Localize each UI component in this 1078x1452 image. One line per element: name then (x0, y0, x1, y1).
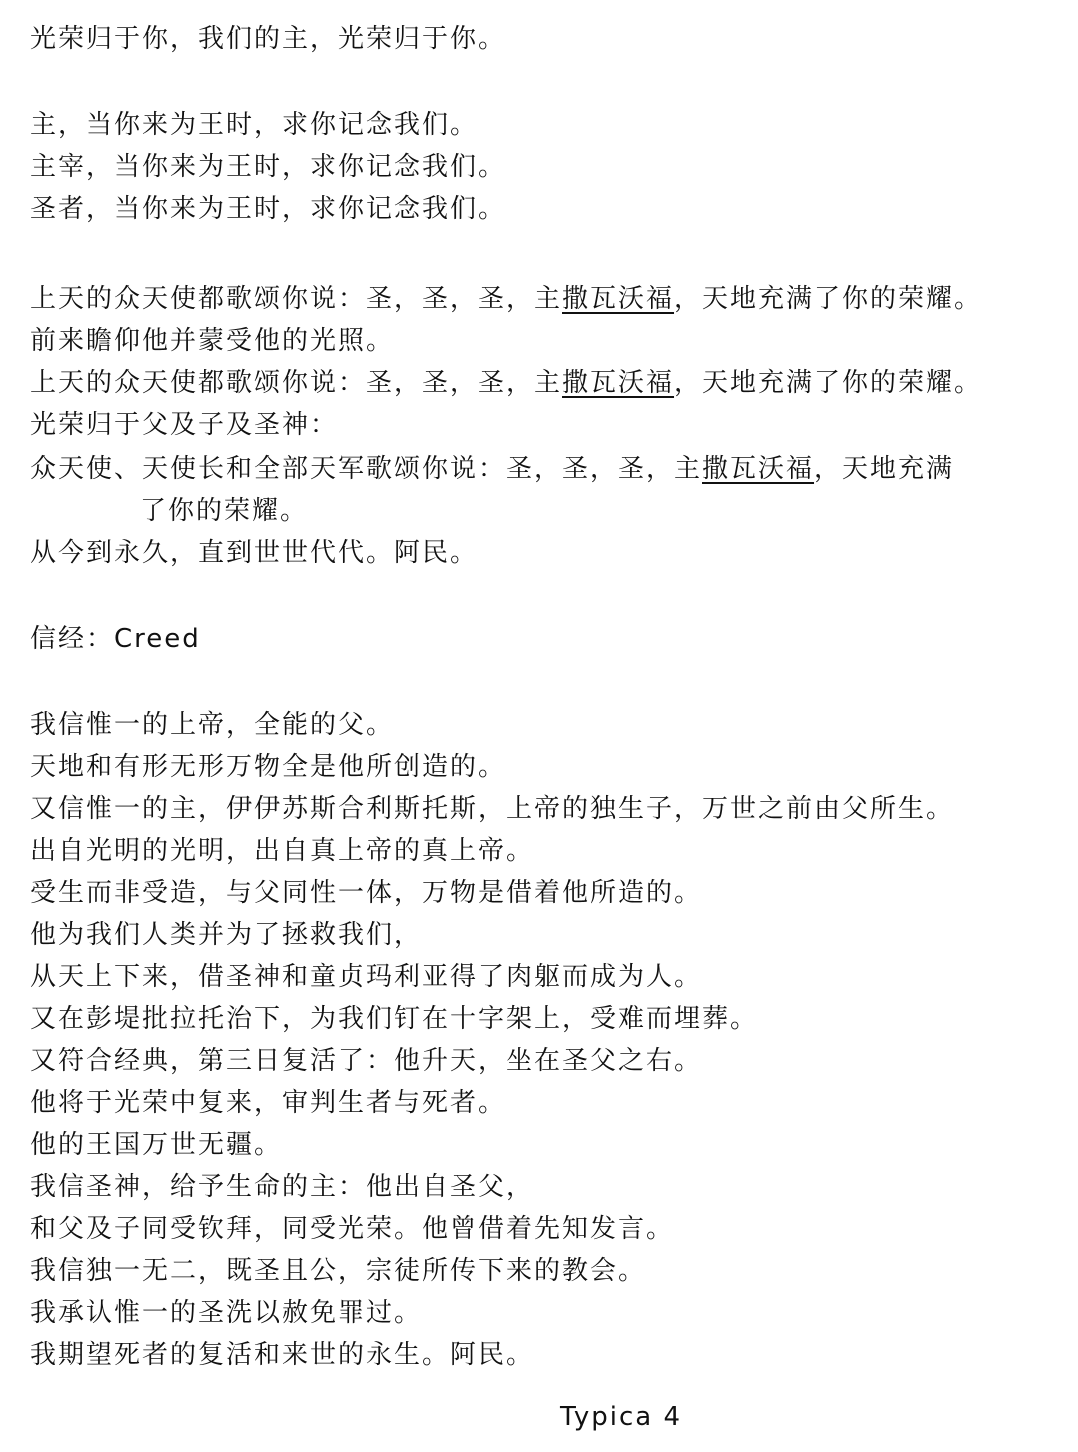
sanctus-text: 上天的众天使都歌颂你说：圣，圣，圣，主 (30, 284, 563, 314)
remember-line: 主，当你来为王时，求你记念我们。 (30, 110, 479, 140)
creed-heading: 信经：Creed (30, 624, 201, 654)
sabaoth-underlined: 撒瓦沃福 (562, 368, 675, 398)
creed-line: 出自光明的光明，出自真上帝的真上帝。 (30, 836, 535, 866)
sanctus-line-4: 光荣归于父及子及圣神： (30, 410, 339, 440)
creed-line: 又在彭堤批拉托治下，为我们钉在十字架上，受难而埋葬。 (30, 1004, 759, 1034)
creed-line: 我信圣神，给予生命的主：他出自圣父， (30, 1172, 535, 1202)
sanctus-text: 众天使、天使长和全部天军歌颂你说：圣，圣，圣，主 (30, 454, 703, 484)
creed-line: 从天上下来，借圣神和童贞玛利亚得了肉躯而成为人。 (30, 962, 703, 992)
creed-line: 又信惟一的主，伊伊苏斯合利斯托斯，上帝的独生子，万世之前由父所生。 (30, 794, 955, 824)
creed-line: 他的王国万世无疆。 (30, 1130, 283, 1160)
creed-line: 受生而非受造，与父同性一体，万物是借着他所造的。 (30, 878, 703, 908)
sanctus-line-7: 从今到永久，直到世世代代。阿民。 (30, 538, 479, 568)
sanctus-text: ，天地充满了你的荣耀。 (674, 284, 983, 314)
page-footer: Typica 4 (560, 1402, 682, 1432)
creed-line: 我信独一无二，既圣且公，宗徒所传下来的教会。 (30, 1256, 647, 1286)
sabaoth-underlined: 撒瓦沃福 (562, 284, 675, 314)
sanctus-line-6: 了你的荣耀。 (140, 496, 309, 526)
sanctus-line-3 (30, 366, 982, 400)
creed-line: 我承认惟一的圣洗以赦免罪过。 (30, 1298, 423, 1328)
creed-line: 他为我们人类并为了拯救我们， (30, 920, 423, 950)
doxology-line: 光荣归于你，我们的主，光荣归于你。 (30, 24, 507, 54)
sanctus-text: 上天的众天使都歌颂你说：圣，圣，圣，主 (30, 368, 563, 398)
creed-line: 我期望死者的复活和来世的永生。阿民。 (30, 1340, 535, 1370)
creed-line: 又符合经典，第三日复活了：他升天，坐在圣父之右。 (30, 1046, 703, 1076)
creed-line: 和父及子同受钦拜，同受光荣。他曾借着先知发言。 (30, 1214, 675, 1244)
sanctus-line-5 (30, 452, 954, 486)
sanctus-text: ，天地充满 (814, 454, 955, 484)
creed-line: 我信惟一的上帝，全能的父。 (30, 710, 395, 740)
creed-line: 他将于光荣中复来，审判生者与死者。 (30, 1088, 507, 1118)
creed-line: 天地和有形无形万物全是他所创造的。 (30, 752, 507, 782)
sanctus-line-2: 前来瞻仰他并蒙受他的光照。 (30, 326, 395, 356)
remember-line: 圣者，当你来为王时，求你记念我们。 (30, 194, 507, 224)
remember-line: 主宰，当你来为王时，求你记念我们。 (30, 152, 507, 182)
sanctus-text: ，天地充满了你的荣耀。 (674, 368, 983, 398)
sanctus-line-1 (30, 282, 982, 316)
sabaoth-underlined: 撒瓦沃福 (702, 454, 815, 484)
